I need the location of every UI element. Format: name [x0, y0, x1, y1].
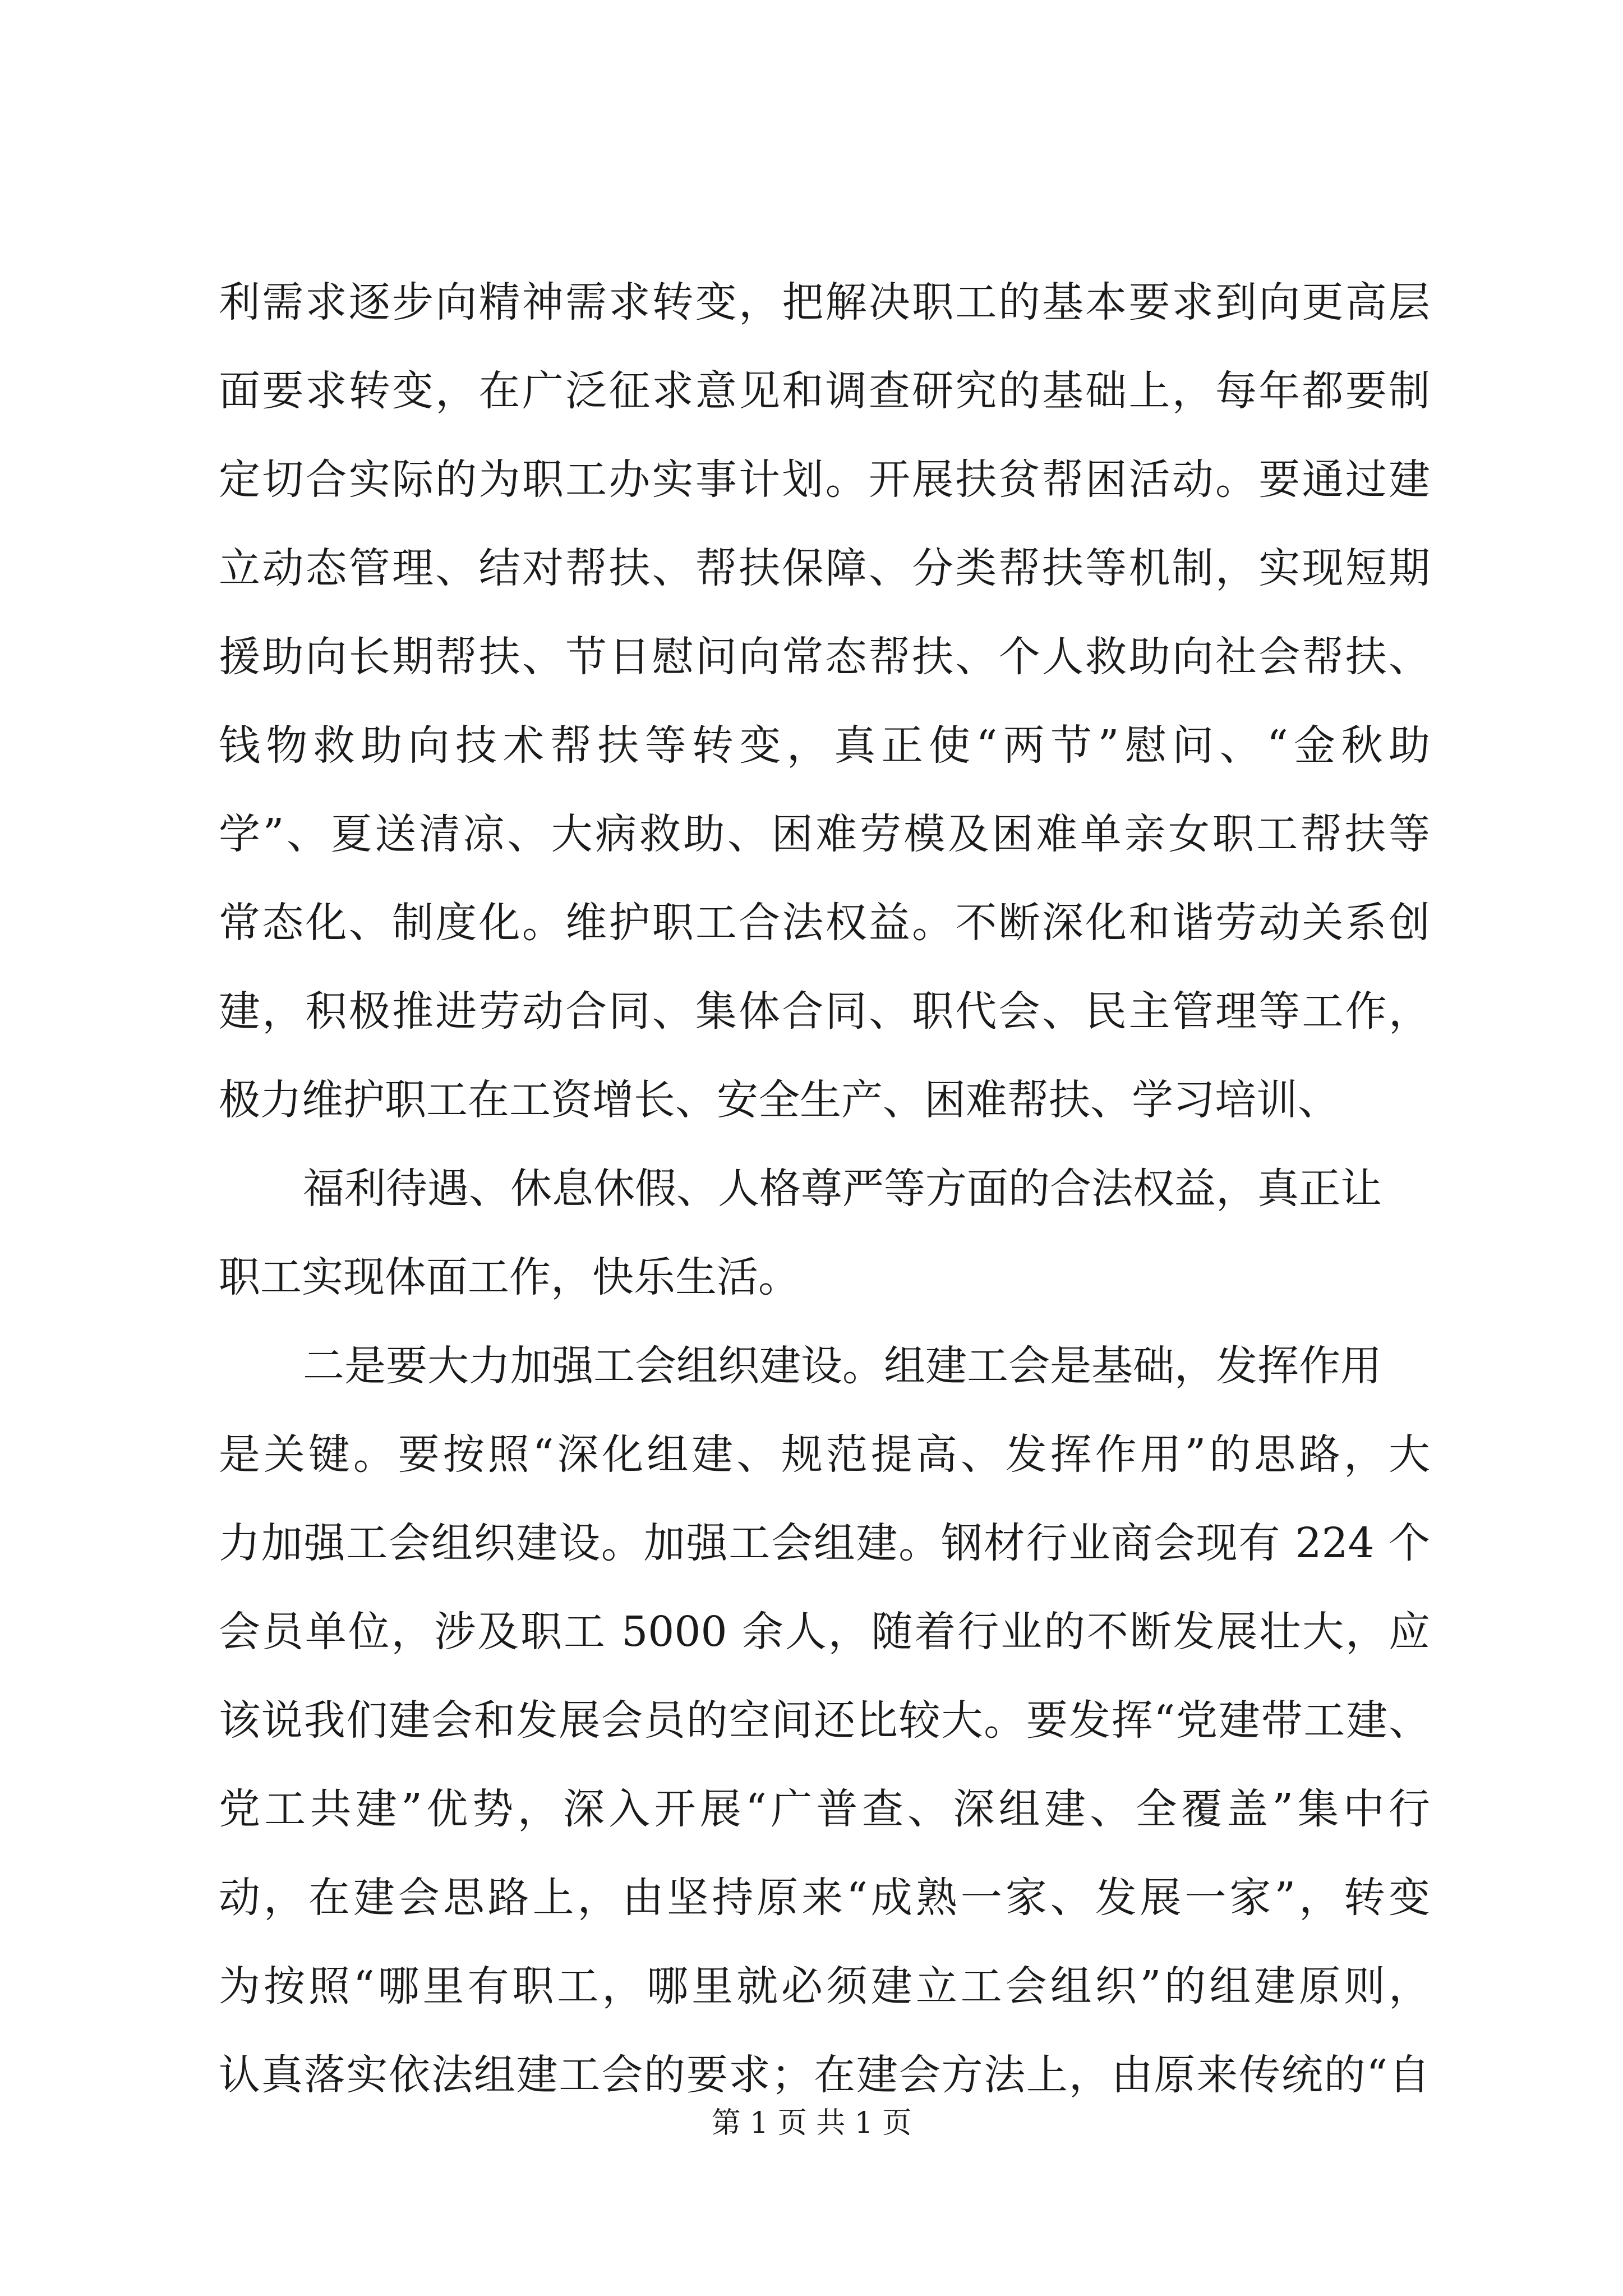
- text-line: 定切合实际的为职工办实事计划。开展扶贫帮困活动。要通过建: [219, 455, 1430, 504]
- text-line: 会员单位，涉及职工 5000 余人，随着行业的不断发展壮大，应: [219, 1608, 1430, 1656]
- text-line: 学”、夏送清凉、大病救助、困难劳模及困难单亲女职工帮扶等: [219, 810, 1430, 858]
- text-line: 为按照“哪里有职工，哪里就必须建立工会组织”的组建原则，: [219, 1962, 1430, 2010]
- text-line: 钱物救助向技术帮扶等转变，真正使“两节”慰问、“金秋助: [219, 721, 1430, 770]
- text-line: 认真落实依法组建工会的要求；在建会方法上，由原来传统的“自: [219, 2051, 1430, 2099]
- paragraph-start-line: 福利待遇、休息休假、人格尊严等方面的合法权益，真正让: [303, 1165, 1382, 1213]
- text-line: 建，积极推进劳动合同、集体合同、职代会、民主管理等工作，: [219, 987, 1430, 1036]
- text-line: 该说我们建会和发展会员的空间还比较大。要发挥“党建带工建、: [219, 1696, 1430, 1745]
- page-number-footer: 第 1 页 共 1 页: [711, 2106, 912, 2140]
- text-line: 常态化、制度化。维护职工合法权益。不断深化和谐劳动关系创: [219, 899, 1430, 947]
- text-line: 动，在建会思路上，由坚持原来“成熟一家、发展一家”，转变: [219, 1874, 1430, 1922]
- document-body: [219, 258, 1430, 2119]
- text-line: 力加强工会组织建设。加强工会组建。钢材行业商会现有 224 个: [219, 1519, 1430, 1567]
- text-line: 极力维护职工在工资增长、安全生产、困难帮扶、学习培训、: [219, 1076, 1339, 1124]
- text-line: 利需求逐步向精神需求转变，把解决职工的基本要求到向更高层: [219, 278, 1430, 326]
- text-line: 职工实现体面工作，快乐生活。: [219, 1253, 800, 1301]
- text-line: 是关键。要按照“深化组建、规范提高、发挥作用”的思路，大: [219, 1430, 1430, 1479]
- text-line: 援助向长期帮扶、节日慰问向常态帮扶、个人救助向社会帮扶、: [219, 633, 1430, 681]
- paragraph-start-line: 二是要大力加强工会组织建设。组建工会是基础，发挥作用: [303, 1342, 1382, 1390]
- text-line: 面要求转变，在广泛征求意见和调查研究的基础上，每年都要制: [219, 367, 1430, 415]
- text-line: 立动态管理、结对帮扶、帮扶保障、分类帮扶等机制，实现短期: [219, 544, 1430, 592]
- text-line: 党工共建”优势，深入开展“广普查、深组建、全覆盖”集中行: [219, 1785, 1430, 1833]
